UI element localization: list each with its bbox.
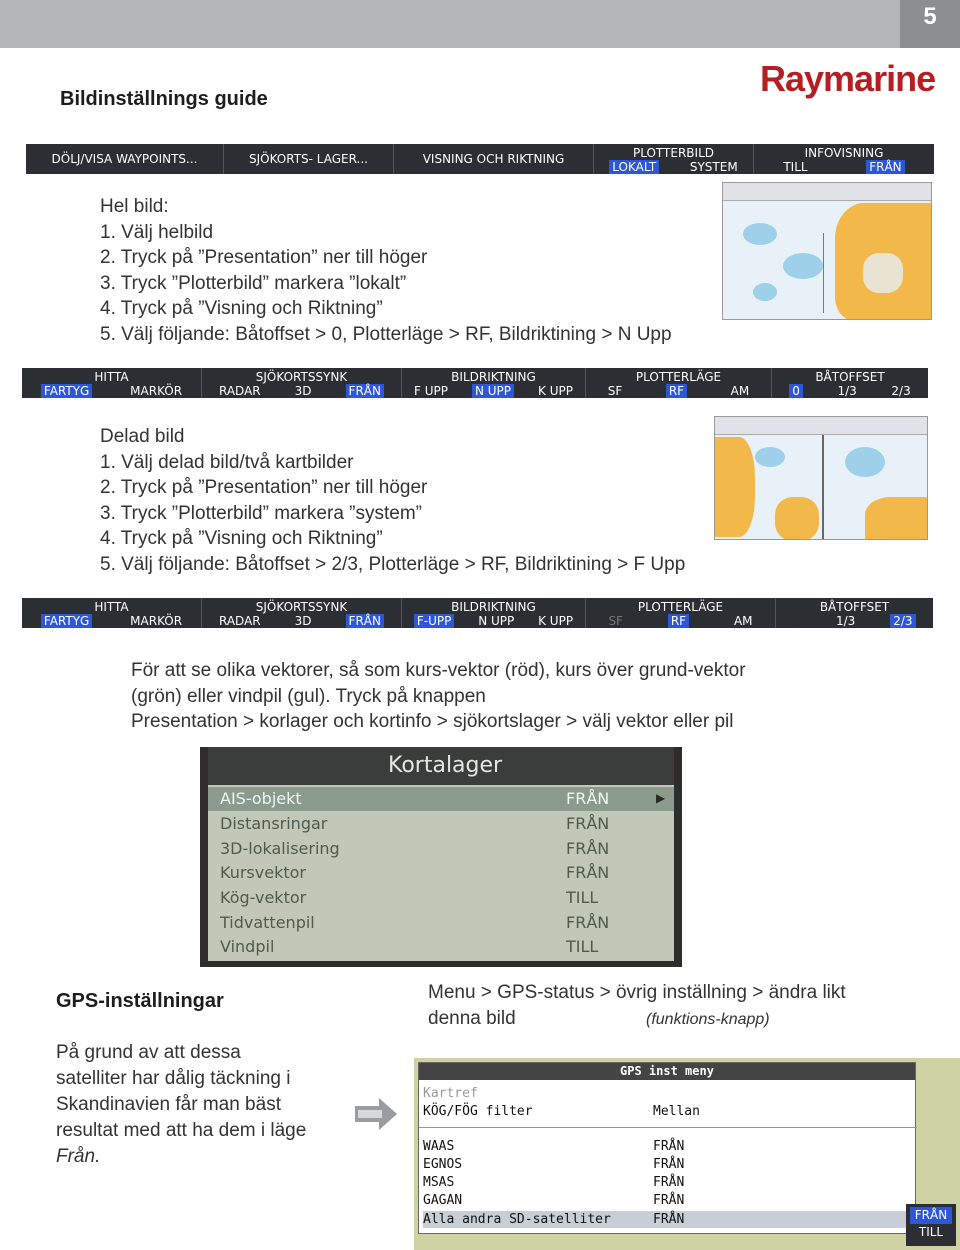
gps-row-egnos[interactable] [423,1156,913,1173]
gps-menu-instruction [428,980,846,1032]
delad-bild-instructions [100,424,685,577]
row-value: TILL [566,937,599,956]
menu-hitta-label: HITTA [94,370,129,384]
row-label: KÖG/FÖG filter [423,1104,533,1119]
menu-infovisning[interactable] [754,144,934,174]
row-value: FRÅN [653,1175,685,1190]
vector-line-3: Presentation > korlager och kortinfo > sjökortslager > välj vektor eller pil [131,711,734,732]
row-value: TILL [566,888,599,907]
gps-body-line-3: Skandinavien får man bäst [56,1094,281,1115]
row-label: MSAS [423,1175,455,1190]
menu-plotterbild[interactable] [594,144,754,174]
option-markor[interactable]: MARKÖR [130,384,183,398]
raymarine-logo: Raymarine [760,58,936,99]
gps-menu-title: GPS inst meny [419,1063,915,1080]
gps-body-italic: Från. [56,1146,101,1167]
option-rf[interactable]: RF [668,614,689,628]
step-4: 4. Tryck på ”Visning och Riktning” [100,298,383,319]
menu-plotterlage[interactable] [586,368,772,398]
option-fran[interactable]: FRÅN [866,160,904,174]
row-value: FRÅN [653,1139,685,1154]
chart-thumbnail-split [714,416,928,540]
kortalager-row-3d[interactable] [208,837,674,861]
menu-batoffset-label: BÅTOFFSET [819,600,890,614]
row-label: Kursvektor [220,863,306,882]
gps-row-waas[interactable] [423,1138,913,1155]
option-0[interactable]: 0 [793,614,802,628]
gps-screen [414,1058,960,1250]
menu-infovisning-label: INFOVISNING [804,146,884,160]
row-value: FRÅN [566,863,610,882]
row-label: GAGAN [423,1193,463,1208]
option-1-3[interactable]: 1/3 [837,384,857,398]
menu-plotterlage-label: PLOTTERLÄGE [635,370,722,384]
option-sf[interactable]: SF [607,384,623,398]
divider [419,1127,917,1128]
gps-row-gagan[interactable] [423,1192,913,1209]
row-label: Kög-vektor [220,888,307,907]
top-bar [0,0,960,48]
row-label: AIS-objekt [220,789,302,808]
menu-visning-och-riktning[interactable]: VISNING OCH RIKTNING [394,144,594,174]
option-f-upp[interactable]: F-UPP [414,614,455,628]
softkey-till: TILL [918,1225,944,1239]
row-label: Tidvattenpil [220,913,315,932]
row-value: FRÅN [566,913,610,932]
option-fartyg[interactable]: FARTYG [41,384,92,398]
menu-sjokortssynk[interactable] [202,368,402,398]
step-3: 3. Tryck ”Plotterbild” markera ”lokalt” [100,272,407,294]
menu-batoffset-label: BÅTOFFSET [815,370,885,384]
option-markor[interactable]: MARKÖR [130,614,183,628]
option-sf[interactable]: SF [608,614,623,628]
menu-sjokorts-lager[interactable]: SJÖKORTS- LAGER... [224,144,394,174]
row-value: FRÅN [653,1193,685,1208]
gps-description [56,1040,356,1170]
menubar-delad-bild [22,598,933,628]
chart-databar [723,183,931,201]
option-k-upp[interactable]: K UPP [538,384,573,398]
option-radar[interactable]: RADAR [219,384,261,398]
menu-batoffset[interactable] [776,598,933,628]
menu-sjokortssynk-label: SJÖKORTSSYNK [255,370,348,384]
instruction-line-1: Menu > GPS-status > övrig inställning > ändra likt [428,982,846,1003]
row-label: 3D-lokalisering [220,839,340,858]
gps-menu-panel [418,1062,916,1234]
option-2-3[interactable]: 2/3 [891,384,911,398]
option-3d[interactable]: 3D [294,614,312,628]
instruction-line-2: denna bild [428,1008,516,1029]
page-number: 5 [900,0,960,48]
gps-body-line-1: På grund av att dessa [56,1042,241,1063]
option-system[interactable]: SYSTEM [689,160,738,174]
row-label: Alla andra SD-satelliter [423,1212,611,1227]
menu-bildriktning[interactable] [402,598,586,628]
menu-sjokortssynk[interactable] [202,598,402,628]
gps-row-kog-filter[interactable] [423,1103,913,1120]
page-title: Bildinställnings guide [60,88,268,110]
menu-plotterlage[interactable] [586,598,776,628]
gps-heading: GPS-inställningar [56,990,224,1012]
step-5: 5. Välj följande: Båtoffset > 2/3, Plotterläge > RF, Bildriktining > F Upp [100,553,686,575]
option-k-upp[interactable]: K UPP [538,614,574,628]
hel-bild-heading: Hel bild: [100,196,169,217]
row-label: Vindpil [220,937,275,956]
delad-bild-heading: Delad bild [100,426,185,447]
option-2-3[interactable]: 2/3 [890,614,915,628]
play-arrow-icon: ▶ [656,791,666,805]
row-label: Kartref [423,1086,478,1101]
menubar-top [26,144,934,174]
kortalager-row-distansringar[interactable] [208,812,674,836]
kortalager-row-ais[interactable] [208,787,674,811]
row-value: FRÅN [566,839,610,858]
menu-bildriktning-label: BILDRIKTNING [451,370,536,384]
vector-line-2: (grön) eller vindpil (gul). Tryck på knappen [131,685,486,707]
option-am[interactable]: AM [733,614,753,628]
gps-row-kartref[interactable] [423,1085,913,1102]
step-1: 1. Välj delad bild/två kartbilder [100,451,354,473]
gps-row-alla-andra[interactable] [423,1211,913,1228]
gps-row-msas[interactable] [423,1174,913,1191]
menu-hitta[interactable] [22,598,202,628]
row-value: FRÅN [653,1212,685,1227]
option-fran[interactable]: FRÅN [346,614,384,628]
kortalager-row-kog[interactable] [208,886,674,910]
vector-instructions [131,658,746,735]
menu-sjokortssynk-label: SJÖKORTSSYNK [255,600,348,614]
chart-thumbnail-full [722,182,932,320]
chart-databar [715,417,927,435]
menu-plotterlage-label: PLOTTERLÄGE [637,600,724,614]
option-3d[interactable]: 3D [294,384,312,398]
step-3: 3. Tryck ”Plotterbild” markera ”system” [100,502,422,524]
menu-hitta[interactable] [22,368,202,398]
softkey-fran: FRÅN [910,1207,952,1224]
softkey-fran-till[interactable] [906,1204,956,1246]
row-value: FRÅN [653,1157,685,1172]
option-lokalt[interactable]: LOKALT [609,160,659,174]
hel-bild-instructions [100,194,672,347]
step-2: 2. Tryck på ”Presentation” ner till höger [100,477,428,498]
menu-bildriktning-label: BILDRIKTNING [451,600,536,614]
step-2: 2. Tryck på ”Presentation” ner till höger [100,247,428,268]
kortalager-photo [200,747,682,967]
step-5: 5. Välj följande: Båtoffset > 0, Plotterläge > RF, Bildriktining > N Upp [100,323,672,345]
row-label: WAAS [423,1139,455,1154]
gps-body-line-2: satelliter har dålig täckning i [56,1068,291,1089]
kortalager-title: Kortalager [208,747,674,785]
right-arrow-icon [355,1096,399,1132]
kortalager-row-tidvatten[interactable] [208,911,674,935]
gps-body-line-4: resultat med att ha dem i läge [56,1120,307,1141]
step-1: 1. Välj helbild [100,221,214,243]
row-value: FRÅN [566,789,610,808]
menu-bildriktning[interactable] [402,368,586,398]
option-fran[interactable]: FRÅN [346,384,384,398]
menu-batoffset[interactable] [772,368,928,398]
option-1-3[interactable]: 1/3 [836,614,856,628]
vector-line-1: För att se olika vektorer, så som kurs-vektor (röd), kurs över grund-vektor [131,660,746,681]
option-0[interactable]: 0 [789,384,803,398]
option-radar[interactable]: RADAR [219,614,261,628]
kortalager-screen [208,747,674,961]
menu-hitta-label: HITTA [94,600,129,614]
option-till[interactable]: TILL [783,160,808,174]
menubar-hel-bild [22,368,928,398]
step-4: 4. Tryck på ”Visning och Riktning” [100,528,383,549]
option-fartyg[interactable]: FARTYG [41,614,92,628]
option-n-upp[interactable]: N UPP [472,384,514,398]
menu-plotterbild-label: PLOTTERBILD [632,146,714,160]
row-value: Mellan [653,1104,700,1119]
footnote: (funktions-knapp) [646,1011,770,1028]
row-value: FRÅN [566,814,610,833]
option-f-upp[interactable]: F UPP [414,384,448,398]
option-rf[interactable]: RF [666,384,687,398]
row-label: EGNOS [423,1157,463,1172]
option-n-upp[interactable]: N UPP [478,614,515,628]
row-label: Distansringar [220,814,328,833]
kortalager-row-kursvektor[interactable] [208,861,674,885]
menu-dolj-visa-waypoints[interactable]: DÖLJ/VISA WAYPOINTS... [26,144,224,174]
option-am[interactable]: AM [730,384,750,398]
kortalager-row-vindpil[interactable] [208,935,674,959]
